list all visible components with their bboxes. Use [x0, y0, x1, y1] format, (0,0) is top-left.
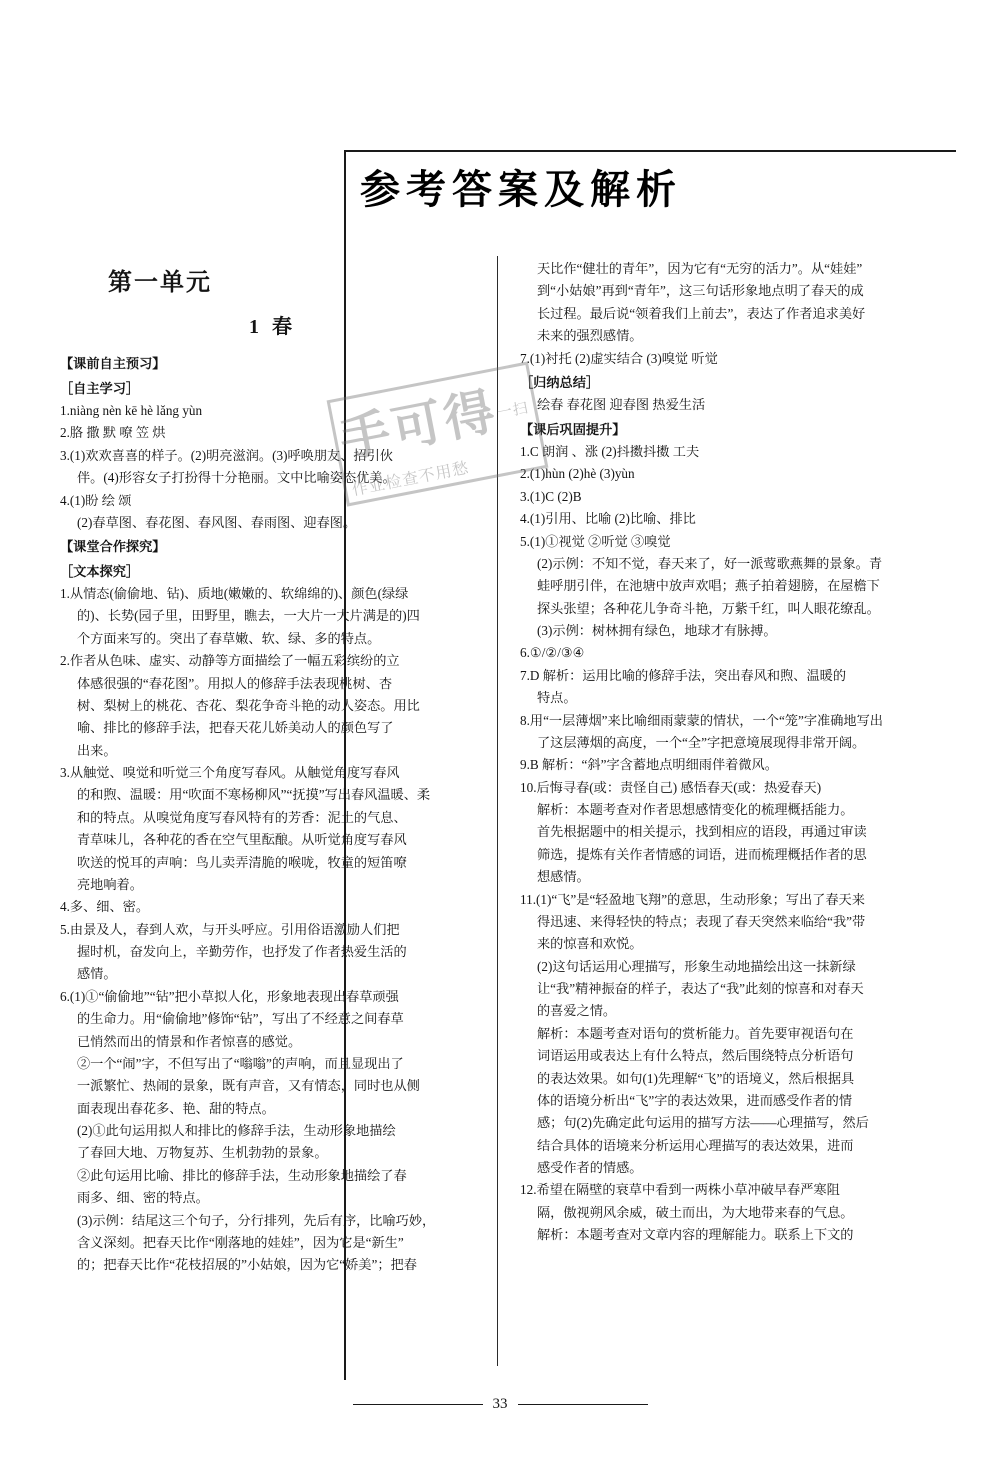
section-heading: ［自主学习］ [60, 380, 140, 396]
answer-line: 体感很强的“春花图”。用拟人的修辞手法表现桃树、杏 [77, 675, 393, 691]
page-number-rule-right [518, 1404, 648, 1405]
answer-line: 解析：本题考查对文章内容的理解能力。联系上下文的 [537, 1227, 854, 1243]
answer-line: 天比作“健壮的青年”，因为它有“无穷的活力”。从“娃娃” [537, 261, 863, 276]
answer-line: 特点。 [537, 690, 577, 706]
answer-line: 绘春 春花图 迎春图 热爱生活 [537, 397, 706, 413]
answer-line: 4.(1)盼 绘 颂 [60, 492, 132, 508]
section-heading: ［归纳总结］ [520, 374, 600, 390]
answer-line: 的喜爱之情。 [537, 1003, 617, 1019]
answer-line: 10.后悔寻春(或：责怪自己) 感悟春天(或：热爱春天) [520, 779, 822, 795]
answer-line: 的)、长势(园子里，田野里，瞧去，一大片一大片满是的)四 [77, 608, 420, 624]
section-heading: ［文本探究］ [60, 563, 140, 579]
answer-line: 感情。 [77, 966, 117, 982]
answer-line: 3.从触觉、嗅觉和听觉三个角度写春风。从触觉角度写春风 [60, 765, 400, 781]
answer-line: 体的语境分析出“飞”字的表达效果，进而感受作者的情 [537, 1092, 853, 1108]
answer-line: 4.(1)引用、比喻 (2)比喻、排比 [520, 511, 696, 527]
section-heading: 【课前自主预习】 [60, 356, 166, 372]
unit-heading: 第一单元 [108, 270, 212, 296]
page-number-row [0, 1396, 1000, 1413]
column-divider [497, 256, 498, 1366]
stamp-text-side: 一扫 [495, 400, 531, 423]
answer-line: 2.胳 撒 默 嘹 笠 烘 [60, 425, 166, 441]
answer-line: 的和煦、温暖：用“吹面不寒杨柳风”“抚摸”写出春风温暖、柔 [77, 787, 431, 803]
stamp-text-main: 手可得 [334, 380, 503, 470]
answer-line: 5.(1)①视觉 ②听觉 ③嗅觉 [520, 533, 671, 549]
answer-line: (3)示例：树林拥有绿色，地球才有脉搏。 [537, 623, 777, 638]
answer-line: 3.(1)C (2)B [520, 488, 582, 504]
answer-line: (2)示例：不知不觉，春天来了，好一派莺歌燕舞的景象。青 [537, 555, 883, 571]
section-heading: 【课后巩固提升】 [520, 421, 626, 437]
answer-line: 蛙呼朋引伴，在池塘中放声欢唱；燕子拍着翅膀，在屋檐下 [537, 578, 880, 594]
answer-line: 1.从情态(偷偷地、钻)、质地(嫩嫩的、软绵绵的)、颜色(绿绿 [60, 586, 409, 602]
answer-line: 8.用“一层薄烟”来比喻细雨蒙蒙的情状，一个“笼”字准确地写出 [520, 712, 883, 728]
answer-line: 出来。 [77, 742, 117, 758]
answer-line: 6.①/②/③④ [520, 645, 585, 661]
answer-line: 首先根据题中的相关提示，找到相应的语段，再通过审读 [537, 824, 867, 840]
answer-line: 得迅速、来得轻快的特点；表现了春天突然来临给“我”带 [537, 913, 866, 929]
lesson-heading: 1 春 [249, 315, 296, 338]
answer-line: (2)①此句运用拟人和排比的修辞手法，生动形象地描绘 [77, 1123, 396, 1139]
answer-line: 想感情。 [537, 869, 590, 885]
answer-line: 2.作者从色味、虚实、动静等方面描绘了一幅五彩缤纷的立 [60, 653, 400, 669]
answer-line: 树、梨树上的桃花、杏花、梨花争奇斗艳的动人姿态。用比 [77, 697, 420, 713]
left-column [60, 258, 485, 1277]
answer-line: 3.(1)欢欢喜喜的样子。(2)明亮滋润。(3)呼唤朋友、招引伙 [60, 447, 393, 463]
answer-line: 探头张望；各种花儿争奇斗艳，万紫千红，叫人眼花缭乱。 [537, 600, 880, 616]
answer-line: 一派繁忙、热闹的景象，既有声音，又有情态，同时也从侧 [77, 1078, 420, 1094]
answer-line: 含义深刻。把春天比作“刚落地的娃娃”，因为它是“新生” [77, 1234, 404, 1250]
answer-line: 和的特点。从嗅觉角度写春风特有的芳香：泥土的气息、 [77, 809, 407, 825]
answer-line: 的；把春天比作“花枝招展的”小姑娘，因为它“娇美”；把春 [77, 1257, 417, 1273]
answer-line: 7.(1)衬托 (2)虚实结合 (3)嗅觉 听觉 [520, 350, 718, 366]
answer-line: 1.C 朗润 、涨 (2)抖擞抖擞 工夫 [520, 444, 700, 459]
answer-line: 来的惊喜和欢悦。 [537, 936, 643, 952]
answer-line: 9.B 解析：“斜”字含蓄地点明细雨伴着微风。 [520, 757, 778, 773]
answer-line: 已悄然而出的情景和作者惊喜的感觉。 [77, 1033, 302, 1049]
right-column [520, 258, 950, 1247]
answer-line: 2.(1)hùn (2)hè (3)yùn [520, 466, 635, 482]
answer-line: 感；句(2)先确定此句运用的描写方法——心理描写，然后 [537, 1115, 869, 1131]
answer-line: 长过程。最后说“领着我们上前去”，表达了作者追求美好 [537, 305, 866, 321]
answer-line: 6.(1)①“偷偷地”“钻”把小草拟人化，形象地表现出春草顽强 [60, 988, 399, 1004]
answer-line: 12.希望在隔壁的衰草中看到一两株小草冲破早春严寒阻 [520, 1182, 840, 1198]
answer-line: 1.niàng nèn kē hè lǎng yùn [60, 403, 203, 419]
answer-line: 未来的强烈感情。 [537, 328, 643, 344]
answer-line: 感受作者的情感。 [537, 1160, 643, 1175]
answer-line: 个方面来写的。突出了春草嫩、软、绿、多的特点。 [77, 630, 381, 646]
answer-line: 吹送的悦耳的声响：鸟儿卖弄清脆的喉咙，牧童的短笛嘹 [77, 854, 407, 870]
answer-line: 解析：本题考查对作者思想感情变化的梳理概括能力。 [537, 802, 854, 817]
answer-line: 筛选，提炼有关作者情感的词语，进而梳理概括作者的思 [537, 846, 867, 862]
answer-line: 隔，傲视朔风余威，破土而出，为大地带来春的气息。 [537, 1204, 854, 1220]
section-heading: 【课堂合作探究】 [60, 539, 166, 555]
right-column-body [520, 258, 950, 1246]
answer-line: 了春回大地、万物复苏、生机勃勃的景象。 [77, 1145, 328, 1161]
answer-line: 面表现出春花多、艳、甜的特点。 [77, 1100, 275, 1116]
answer-line: 解析：本题考查对语句的赏析能力。首先要审视语句在 [537, 1025, 854, 1041]
answer-line: 雨多、细、密的特点。 [77, 1190, 209, 1206]
answer-line: 5.由景及人，春到人欢，与开头呼应。引用俗语激励人们把 [60, 921, 400, 937]
left-column-body [60, 353, 485, 1275]
answer-line: 青草味儿，各种花的香在空气里酝酿。从听觉角度写春风 [77, 832, 407, 848]
answer-line: 握时机，奋发向上，辛勤劳作，也抒发了作者热爱生活的 [77, 944, 407, 960]
answer-line: (2)这句话运用心理描写，形象生动地描绘出这一抹新绿 [537, 958, 856, 974]
answer-line: 的表达效果。如句(1)先理解“飞”的语境义，然后根据具 [537, 1070, 855, 1086]
answer-line: (3)示例：结尾这三个句子，分行排列，先后有序，比喻巧妙， [77, 1212, 436, 1228]
answer-line: 喻、排比的修辞手法，把春天花儿娇美动人的颜色写了 [77, 720, 394, 736]
answer-line: ②此句运用比喻、排比的修辞手法，生动形象地描绘了春 [77, 1167, 407, 1183]
answer-line: (2)春草图、春花图、春风图、春雨图、迎春图。 [77, 514, 357, 530]
page-frame-top-rule [344, 150, 956, 152]
answer-line: 伴。(4)形容女子打扮得十分艳丽。文中比喻姿态优美。 [77, 470, 396, 486]
answer-line: 结合具体的语境来分析运用心理描写的表达效果，进而 [537, 1137, 854, 1153]
answer-line: 词语运用或表达上有什么特点，然后围绕特点分析语句 [537, 1048, 854, 1064]
answer-line: 亮地响着。 [77, 876, 143, 892]
page-number: 33 [492, 1396, 508, 1412]
answer-line: 的生命力。用“偷偷地”修饰“钻”，写出了不经意之间春草 [77, 1011, 404, 1027]
answer-line: 了这层薄烟的高度，一个“全”字把意境展现得非常开阔。 [537, 734, 866, 750]
page-title: 参考答案及解析 [360, 166, 682, 213]
answer-line: 11.(1)“飞”是“轻盈地飞翔”的意思，生动形象；写出了春天来 [520, 891, 865, 907]
stamp-text-sub: 作业检查不用愁 [350, 459, 471, 500]
answer-line: 7.D 解析：运用比喻的修辞手法，突出春风和煦、温暖的 [520, 667, 847, 683]
answer-line: ②一个“闹”字，不但写出了“嗡嗡”的声响，而且显现出了 [77, 1055, 404, 1071]
answer-line: 到“小姑娘”再到“青年”，这三句话形象地点明了春天的成 [537, 283, 864, 299]
answer-line: 让“我”精神振奋的样子，表达了“我”此刻的惊喜和对春天 [537, 981, 864, 996]
page-number-rule-left [353, 1404, 483, 1405]
answer-line: 4.多、细、密。 [60, 899, 150, 915]
